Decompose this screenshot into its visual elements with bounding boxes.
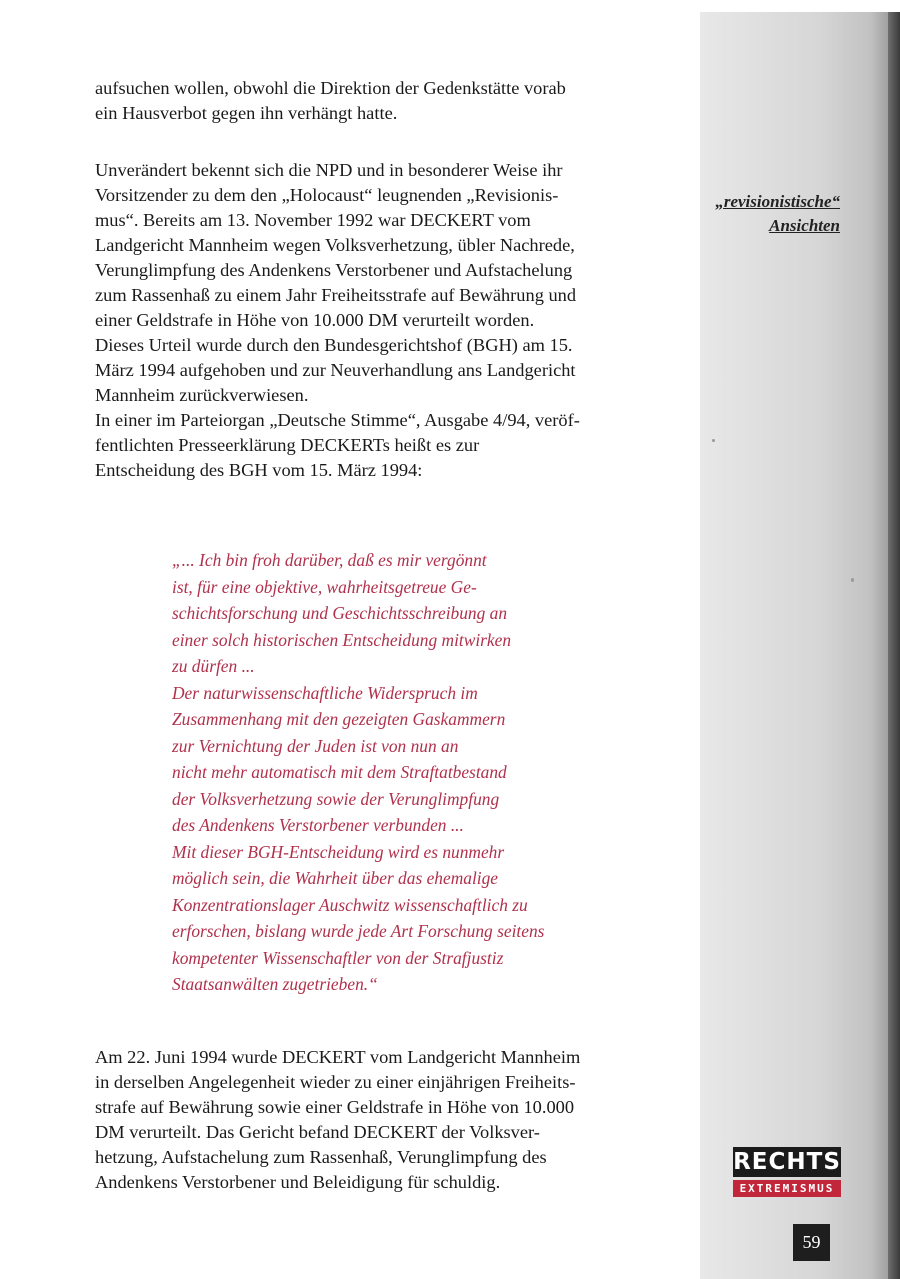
paragraph-1 — [95, 76, 605, 126]
logo-top-text: RECHTS — [733, 1149, 841, 1175]
paragraph-line: in derselben Angelegenheit wieder zu einer einjährigen Freiheits- — [95, 1072, 576, 1092]
paragraph-line: Andenkens Verstorbener und Beleidigung für schuldig. — [95, 1172, 501, 1192]
block-quote — [172, 547, 592, 998]
paragraph-line: fentlichten Presseerklärung DECKERTs heißt es zur — [95, 435, 480, 455]
paragraph-line: strafe auf Bewährung sowie einer Geldstrafe in Höhe von 10.000 — [95, 1097, 575, 1117]
scan-speck — [712, 439, 715, 442]
rechtsextremismus-logo — [733, 1147, 841, 1197]
quote-line: schichtsforschung und Geschichtsschreibung an — [172, 603, 508, 623]
paragraph-line: In einer im Parteiorgan „Deutsche Stimme“, Ausgabe 4/94, veröf- — [95, 410, 580, 430]
paragraph-line: ein Hausverbot gegen ihn verhängt hatte. — [95, 103, 398, 123]
paragraph-line: hetzung, Aufstachelung zum Rassenhaß, Verunglimpfung des — [95, 1147, 547, 1167]
quote-line: kompetenter Wissenschaftler von der Strafjustiz — [172, 947, 504, 968]
paragraph-line: Entscheidung des BGH vom 15. März 1994: — [95, 460, 423, 480]
quote-line: Staatsanwälten zugetrieben.“ — [172, 974, 378, 994]
quote-line: Konzentrationslager Auschwitz wissenschaftlich zu — [172, 894, 528, 915]
paragraph-3 — [95, 1045, 605, 1195]
paragraph-line: mus“. Bereits am 13. November 1992 war DECKERT vom — [95, 210, 531, 230]
paragraph-line: Mannheim zurückverwiesen. — [95, 385, 309, 405]
margin-heading-line-2: Ansichten — [769, 216, 840, 235]
page-number: 59 — [793, 1224, 830, 1261]
paragraph-line: Landgericht Mannheim wegen Volksverhetzung, übler Nachrede, — [95, 235, 575, 255]
paragraph-line: Vorsitzender zu dem den „Holocaust“ leugnenden „Revisionis- — [95, 185, 559, 205]
logo-bottom-text: EXTREMISMUS — [733, 1180, 841, 1197]
paragraph-line: aufsuchen wollen, obwohl die Direktion der Gedenkstätte vorab — [95, 78, 566, 98]
quote-line: einer solch historischen Entscheidung mitwirken — [172, 629, 512, 650]
paragraph-line: Dieses Urteil wurde durch den Bundesgerichtshof (BGH) am 15. — [95, 335, 573, 355]
quote-line: „... Ich bin froh darüber, daß es mir vergönnt — [172, 550, 487, 570]
paragraph-line: einer Geldstrafe in Höhe von 10.000 DM verurteilt worden. — [95, 310, 535, 330]
paragraph-line: DM verurteilt. Das Gericht befand DECKERT der Volksver- — [95, 1122, 540, 1142]
margin-heading-line-1: „revisionistische“ — [715, 192, 840, 211]
quote-line: erforschen, bislang wurde jede Art Forschung seitens — [172, 921, 545, 941]
quote-line: möglich sein, die Wahrheit über das ehemalige — [172, 868, 499, 888]
paragraph-line: Am 22. Juni 1994 wurde DECKERT vom Landgericht Mannheim — [95, 1047, 581, 1067]
quote-line: Zusammenhang mit den gezeigten Gaskammern — [172, 709, 506, 729]
quote-line: des Andenkens Verstorbener verbunden ... — [172, 815, 464, 835]
quote-line: Der naturwissenschaftliche Widerspruch im — [172, 682, 478, 703]
quote-line: nicht mehr automatisch mit dem Straftatbestand — [172, 762, 507, 782]
quote-line: Mit dieser BGH-Entscheidung wird es nunmehr — [172, 841, 505, 862]
paragraph-line: März 1994 aufgehoben und zur Neuverhandlung ans Landgericht — [95, 360, 576, 380]
quote-line: zur Vernichtung der Juden ist von nun an — [172, 735, 459, 756]
margin-heading — [706, 190, 840, 238]
paragraph-line: Verunglimpfung des Andenkens Verstorbener und Aufstachelung — [95, 260, 573, 280]
paragraph-line: Unverändert bekennt sich die NPD und in besonderer Weise ihr — [95, 160, 563, 180]
quote-line: der Volksverhetzung sowie der Verunglimpfung — [172, 788, 500, 809]
quote-line: zu dürfen ... — [172, 656, 255, 676]
quote-line: ist, für eine objektive, wahrheitsgetreue Ge- — [172, 576, 477, 597]
scan-speck — [851, 578, 854, 582]
paragraph-line: zum Rassenhaß zu einem Jahr Freiheitsstrafe auf Bewährung und — [95, 285, 577, 305]
paragraph-2 — [95, 158, 605, 483]
